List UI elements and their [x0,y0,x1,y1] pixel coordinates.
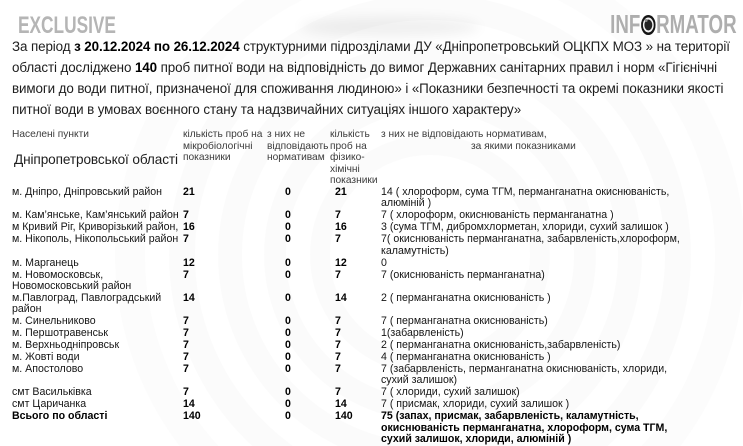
fail-details: 7 ( перманганатна окиснюваність) [381,315,548,328]
micro-fails-value: 0 [285,315,291,328]
chem-samples-value: 7 [335,351,341,364]
intro-text-1: За період [12,39,75,54]
table-row [12,352,736,363]
intro-samples-count: 140 [134,60,157,75]
fail-details: 7 ( хлориди, сухий залишок) [381,386,520,399]
settlement-name: смт Царичанка [12,398,87,411]
micro-fails-value: 0 [285,268,291,281]
chem-samples-value: 7 [335,209,341,222]
col-header-chem-fails-line1: з них не відповідають нормативам, [381,129,547,140]
chem-samples-value: 16 [335,221,347,234]
chem-samples-value: 7 [335,233,341,246]
fail-details: 7 ( присмак, хлориди, сухий залишок ) [381,398,570,411]
micro-samples-value: 140 [183,410,201,423]
micro-samples-value: 12 [183,256,195,269]
fail-details: 7 ( хлороформ, окиснюваність перманганатна ) [381,209,614,222]
settlement-name: м. Новомосковськ, Новомосковський район [12,268,132,292]
col-header-micro-samples: кількість проб на мікробіологічні показники [183,129,263,164]
fail-details: 1(забарвленість) [381,327,464,340]
table-body [12,187,736,445]
micro-fails-value: 0 [285,221,291,234]
settlement-name: м. Жовті води [12,351,80,364]
table-row [12,187,736,210]
settlement-name: м. Дніпро, Дніпровський район [12,186,163,198]
micro-samples-value: 7 [183,209,189,222]
exclusive-label: EXCLUSIVE [18,12,116,39]
table-row [12,293,736,316]
camera-lens-icon [641,15,655,35]
micro-fails-value: 0 [285,363,291,376]
table-header-row [12,129,736,187]
settlement-name: м. Синельниково [12,315,96,328]
fail-details: 7 (окиснюваність перманганатна) [381,268,545,281]
micro-samples-value: 7 [183,268,189,281]
fail-details: 75 (запах, присмак, забарвленість, каламутність, окиснюваність перманганатна, хлороформ, сума ТГМ, сухий залишок, хлориди, алюміній ) [381,410,668,445]
col-header-chem-fails [381,129,736,187]
micro-samples-value: 7 [183,233,189,246]
micro-fails-value: 0 [285,398,291,411]
micro-samples-value: 16 [183,221,195,234]
chem-samples-value: 7 [335,268,341,281]
intro-period-dates: з 20.12.2024 по 26.12.2024 [74,39,240,54]
table-row [12,340,736,351]
micro-samples-value: 7 [183,386,189,399]
settlement-name: Всього по області [12,410,108,423]
settlement-name: м.Павлоград, Павлоградський район [12,291,162,316]
table-row [12,222,736,233]
settlement-name: м. Нікополь, Нікопольський район [12,233,179,246]
table-row [12,399,736,410]
settlement-name: м. Кам’янське, Кам’янський район [12,209,179,222]
micro-fails-value: 0 [285,339,291,352]
settlement-name: м. Апостолово [12,363,84,376]
micro-fails-value: 0 [285,386,291,399]
micro-samples-value: 7 [183,339,189,352]
micro-samples-value: 14 [183,291,195,304]
micro-samples-value: 7 [183,315,189,328]
water-quality-table [12,129,736,446]
chem-samples-value: 140 [335,410,353,423]
micro-samples-value: 7 [183,363,189,376]
micro-fails-value: 0 [285,327,291,340]
table-row [12,234,736,257]
micro-samples-value: 7 [183,327,189,340]
col-header-micro-fails: з них не відповідають нормативам [267,129,329,164]
micro-fails-value: 0 [285,351,291,364]
intro-text-3: проб питної води на відповідність до вимог Державних санітарних правил і норм «Гігієнічні вимоги до води питної, призначеної для споживання людиною» і «Показники безпечності та окремі показники якості питної води в умовах воєнного стану та надзвичайних ситуаціях іншого характеру» [12,60,724,117]
region-heading: Дніпропетровської області [14,152,178,167]
table-row [12,270,736,293]
micro-fails-value: 0 [285,209,291,222]
settlement-name: смт Васильківка [12,386,92,399]
settlement-name: м. Верхньодніпровськ [12,339,120,352]
micro-fails-value: 0 [285,410,291,423]
settlement-name: м Кривий Ріг, Криворізький район, [12,221,179,234]
col-header-settlements: Населені пункти [12,129,89,140]
table-row [12,364,736,387]
settlement-name: м. Першотравенськ [12,327,109,340]
col-header-chem-fails-line2: за якими показниками [471,140,576,152]
table-row [12,387,736,398]
col-header-chem-samples: кількість проб на фізико-хімічні показники [330,129,378,187]
table-row [12,411,736,445]
chem-samples-value: 7 [335,327,341,340]
chem-samples-value: 7 [335,339,341,352]
chem-samples-value: 14 [335,291,347,304]
intro-text-2: структурними підрозділами ДУ «Дніпропетровський ОЦКПХ МОЗ » на території області досліджено [12,39,730,75]
fail-details: 3 (сума ТГМ, дибромхлорметан, хлориди, сухий залишок ) [381,221,669,234]
brand-text-left: INF [610,9,641,39]
fail-details: 7( окиснюваність перманганатна, забарвленість,хлороформ, каламутність) [381,233,680,257]
fail-details: 4 ( перманганатна окиснюваність ) [381,351,551,364]
chem-samples-value: 12 [335,256,347,269]
table-row [12,210,736,221]
micro-fails-value: 0 [285,186,291,198]
chem-samples-value: 21 [335,186,347,198]
fail-details: 0 [381,256,387,269]
fail-details: 2 ( перманганатна окиснюваність,забарвленість) [381,339,621,352]
micro-fails-value: 0 [285,233,291,246]
micro-fails-value: 0 [285,291,291,304]
brand-text-right: RMATOR [656,9,737,39]
settlement-name: м. Марганець [12,256,79,269]
chem-samples-value: 7 [335,315,341,328]
chem-samples-value: 7 [335,363,341,376]
chem-samples-value: 7 [335,386,341,399]
micro-samples-value: 7 [183,351,189,364]
table-row [12,316,736,327]
table-row [12,328,736,339]
micro-samples-value: 14 [183,398,195,411]
fail-details: 2 ( перманганатна окиснюваність ) [381,291,551,304]
fail-details: 7 (забарвленість, перманганатна окиснюваність, хлориди, сухий залишок) [381,363,668,387]
fail-details: 14 ( хлороформ, сума ТГМ, перманганатна окиснюваність, алюміній ) [381,186,670,210]
intro-paragraph [12,36,734,120]
micro-samples-value: 21 [183,186,195,198]
table-row [12,258,736,269]
micro-fails-value: 0 [285,256,291,269]
chem-samples-value: 14 [335,398,347,411]
